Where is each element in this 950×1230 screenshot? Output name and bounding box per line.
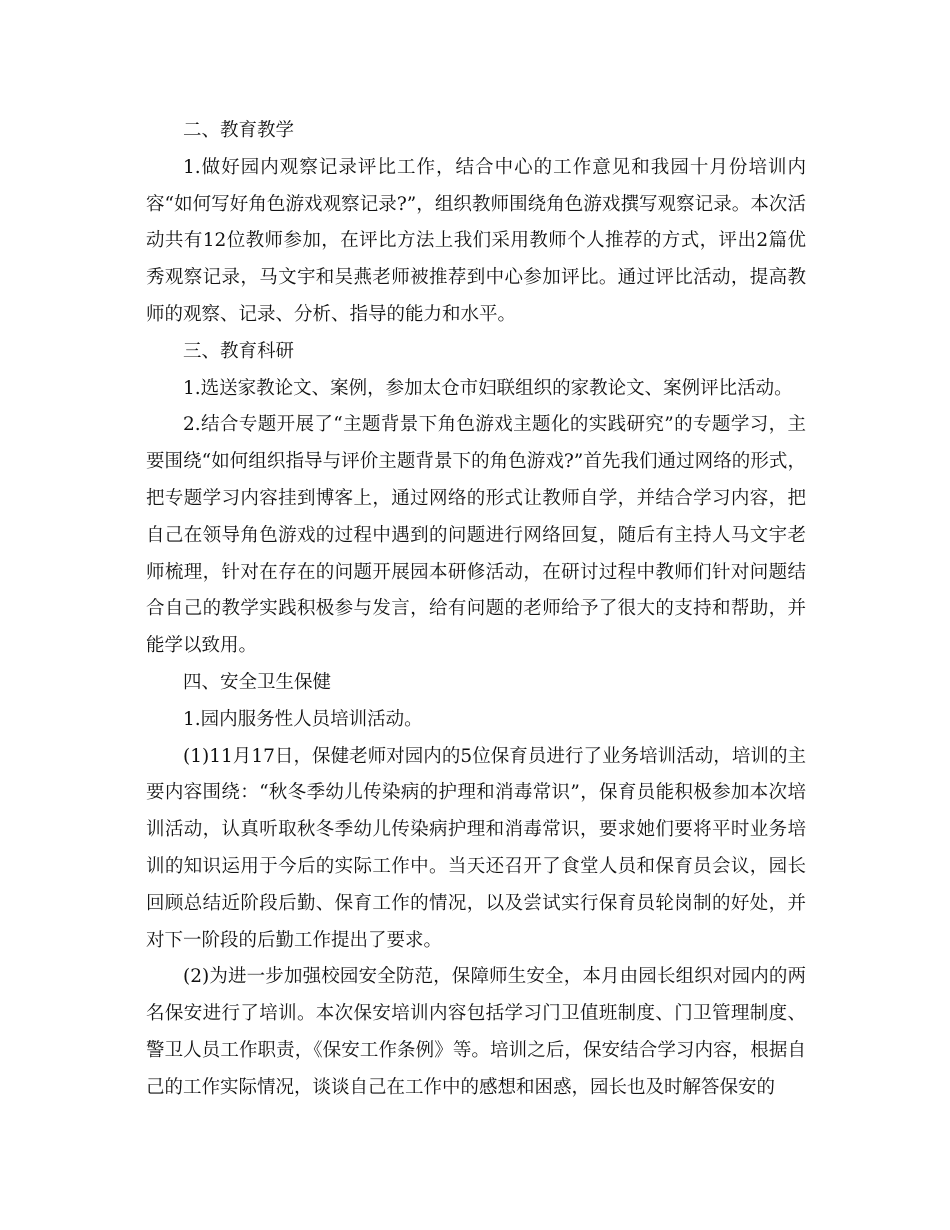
section-heading-safety: 四、安全卫生保健 xyxy=(183,671,332,693)
paragraph-topic-study: 2.结合专题开展了“主题背景下角色游戏主题化的实践研究”的专题学习，主要围绕“如何组织指导与评价主题背景下的角色游戏?”首先我们通过网络的形式，把专题学习内容挂到博客上，通过网络的形式让教师自学，并结合学习内容，把自己在领导角色游戏的过程中遇到的问题进行网络回复，随后有主持人马文宇老师梳理，针对在存在的问题开展园本研修活动，在研讨过程中教师们针对问题结合自己的教学实践积极参与发言，给有问题的老师给予了很大的支持和帮助，并能学以致用。 xyxy=(146,414,806,657)
paragraph-childcare-training: (1)11月17日，保健老师对园内的5位保育员进行了业务培训活动，培训的主要内容围绕：“秋冬季幼儿传染病的护理和消毒常识”，保育员能积极参加本次培训活动，认真听取秋冬季幼儿传染病护理和消毒常识，要求她们要将平时业务培训的知识运用于今后的实际工作中。当天还召开了食堂人员和保育员会议，园长回顾总结近阶段后勤、保育工作的情况，以及尝试实行保育员轮岗制的好处，并对下一阶段的后勤工作提出了要求。 xyxy=(146,745,806,951)
paragraph-observation-record: 1.做好园内观察记录评比工作，结合中心的工作意见和我园十月份培训内容“如何写好角色游戏观察记录?”，组织教师围绕角色游戏撰写观察记录。本次活动共有12位教师参加，在评比方法上我们采用教师个人推荐的方式，评出2篇优秀观察记录，马文宇和吴燕老师被推荐到中心参加评比。通过评比活动，提高教师的观察、记录、分析、指导的能力和水平。 xyxy=(146,156,806,325)
paragraph-staff-training: 1.园内服务性人员培训活动。 xyxy=(183,708,423,730)
section-heading-teaching: 二、教育教学 xyxy=(183,120,295,141)
section-heading-research: 三、教育科研 xyxy=(183,340,295,362)
document-body xyxy=(146,113,806,1107)
paragraph-family-paper: 1.选送家教论文、案例，参加太仓市妇联组织的家教论文、案例评比活动。 xyxy=(183,377,793,399)
paragraph-security-training: (2)为进一步加强校园安全防范，保障师生安全，本月由园长组织对园内的两名保安进行了培训。本次保安培训内容包括学习门卫值班制度、门卫管理制度、警卫人员工作职责，《保安工作条例》等。培训之后，保安结合学习内容，根据自己的工作实际情况，谈谈自己在工作中的感想和困惑，园长也及时解答保安的 xyxy=(146,966,806,1098)
